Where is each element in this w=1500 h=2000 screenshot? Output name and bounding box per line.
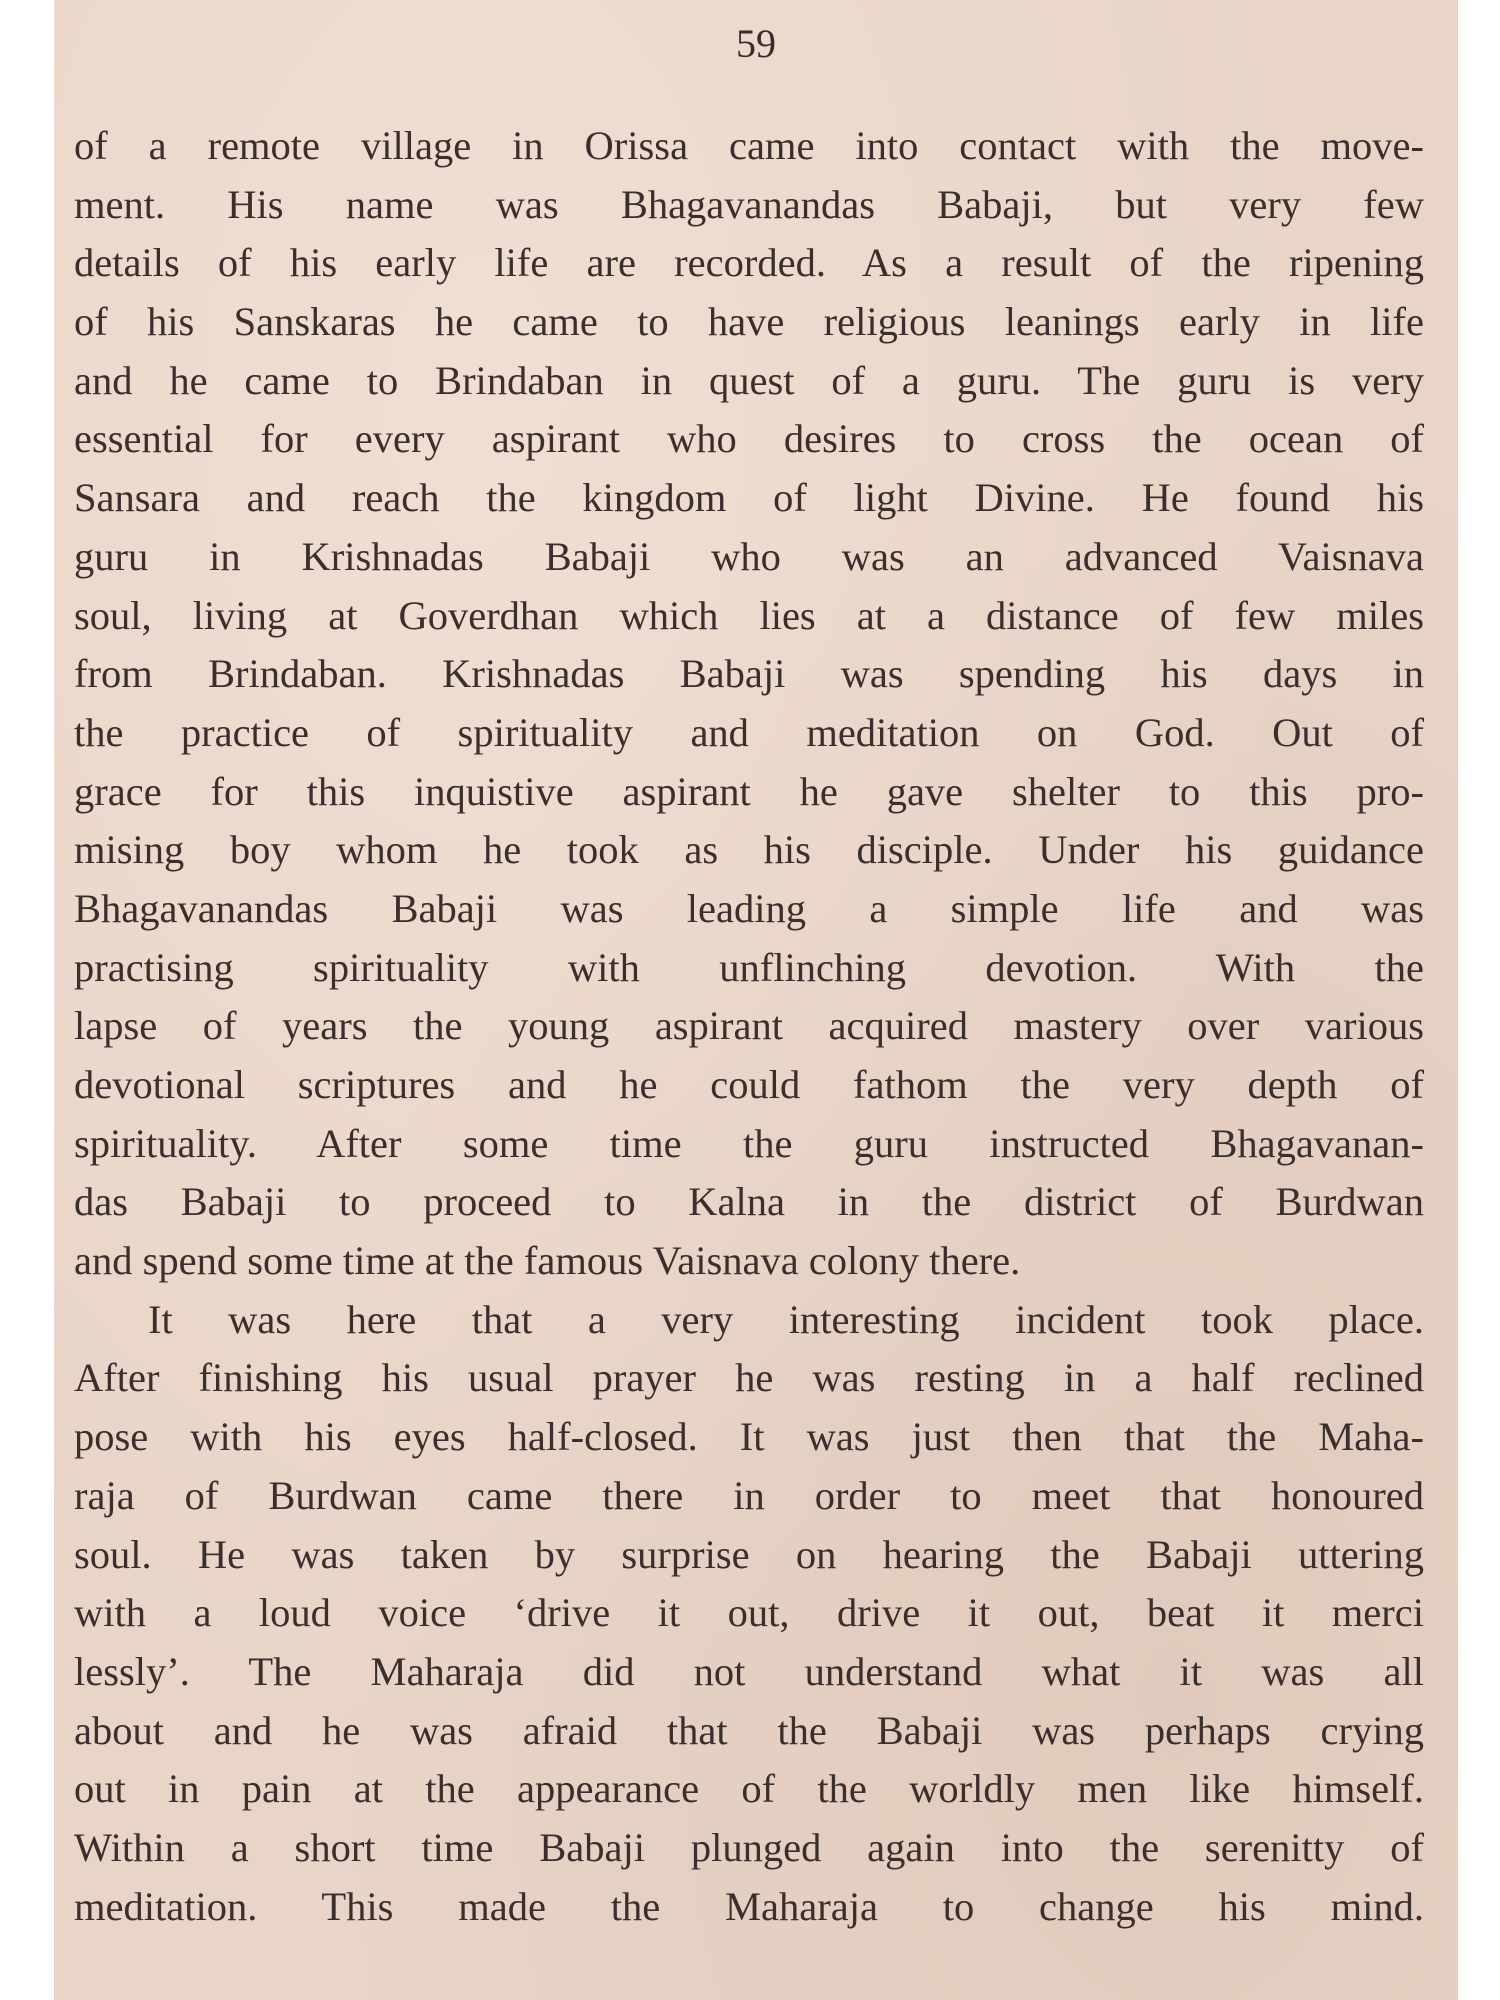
text-line: mising boy whom he took as his disciple. Under his guidance (74, 827, 1424, 873)
text-line: spirituality. After some time the guru instructed Bhagavanan- (74, 1120, 1424, 1166)
text-line: grace for this inquistive aspirant he gave shelter to this pro- (74, 768, 1424, 814)
text-line: practising spirituality with unflinching devotion. With the (74, 944, 1424, 990)
text-line: with a loud voice ‘drive it out, drive it out, beat it merci (74, 1590, 1424, 1636)
book-page (54, 0, 1458, 2000)
text-line: of his Sanskaras he came to have religious leanings early in life (74, 299, 1424, 345)
text-line: from Brindaban. Krishnadas Babaji was spending his days in (74, 651, 1424, 697)
text-line: lessly’. The Maharaja did not understand what it was all (74, 1648, 1424, 1694)
text-line: out in pain at the appearance of the worldly men like himself. (74, 1766, 1424, 1812)
page-number: 59 (736, 21, 776, 66)
text-line: and he came to Brindaban in quest of a guru. The guru is very (74, 357, 1424, 403)
body-text (74, 117, 1424, 1936)
text-line: soul, living at Goverdhan which lies at a distance of few miles (74, 592, 1424, 638)
text-line: After finishing his usual prayer he was resting in a half reclined (74, 1355, 1424, 1401)
text-line: of a remote village in Orissa came into contact with the move- (74, 123, 1424, 168)
text-line: and spend some time at the famous Vaisnava colony there. (74, 1238, 1021, 1284)
text-line: das Babaji to proceed to Kalna in the district of Burdwan (74, 1179, 1424, 1225)
text-line: ment. His name was Bhagavanandas Babaji, but very few (74, 181, 1424, 227)
text-line: meditation. This made the Maharaja to change his mind. (74, 1883, 1424, 1929)
text-line: Within a short time Babaji plunged again into the serenitty of (74, 1824, 1424, 1870)
text-line: details of his early life are recorded. As a result of the ripening (74, 240, 1424, 286)
text-line: lapse of years the young aspirant acquired mastery over various (74, 1003, 1424, 1049)
text-line: soul. He was taken by surprise on hearing the Babaji uttering (74, 1531, 1424, 1577)
text-line: Sansara and reach the kingdom of light Divine. He found his (74, 475, 1424, 521)
text-line: guru in Krishnadas Babaji who was an advanced Vaisnava (74, 533, 1424, 579)
text-line: devotional scriptures and he could fathom the very depth of (74, 1062, 1424, 1107)
text-line: raja of Burdwan came there in order to meet that honoured (74, 1472, 1424, 1518)
text-line: about and he was afraid that the Babaji was perhaps crying (74, 1707, 1424, 1753)
text-line: Bhagavanandas Babaji was leading a simple life and was (74, 885, 1424, 931)
text-line: essential for every aspirant who desires to cross the ocean of (74, 416, 1424, 462)
text-line: the practice of spirituality and meditation on God. Out of (74, 709, 1424, 755)
text-line: It was here that a very interesting incident took place. (148, 1296, 1424, 1342)
text-line: pose with his eyes half-closed. It was just then that the Maha- (74, 1414, 1424, 1460)
